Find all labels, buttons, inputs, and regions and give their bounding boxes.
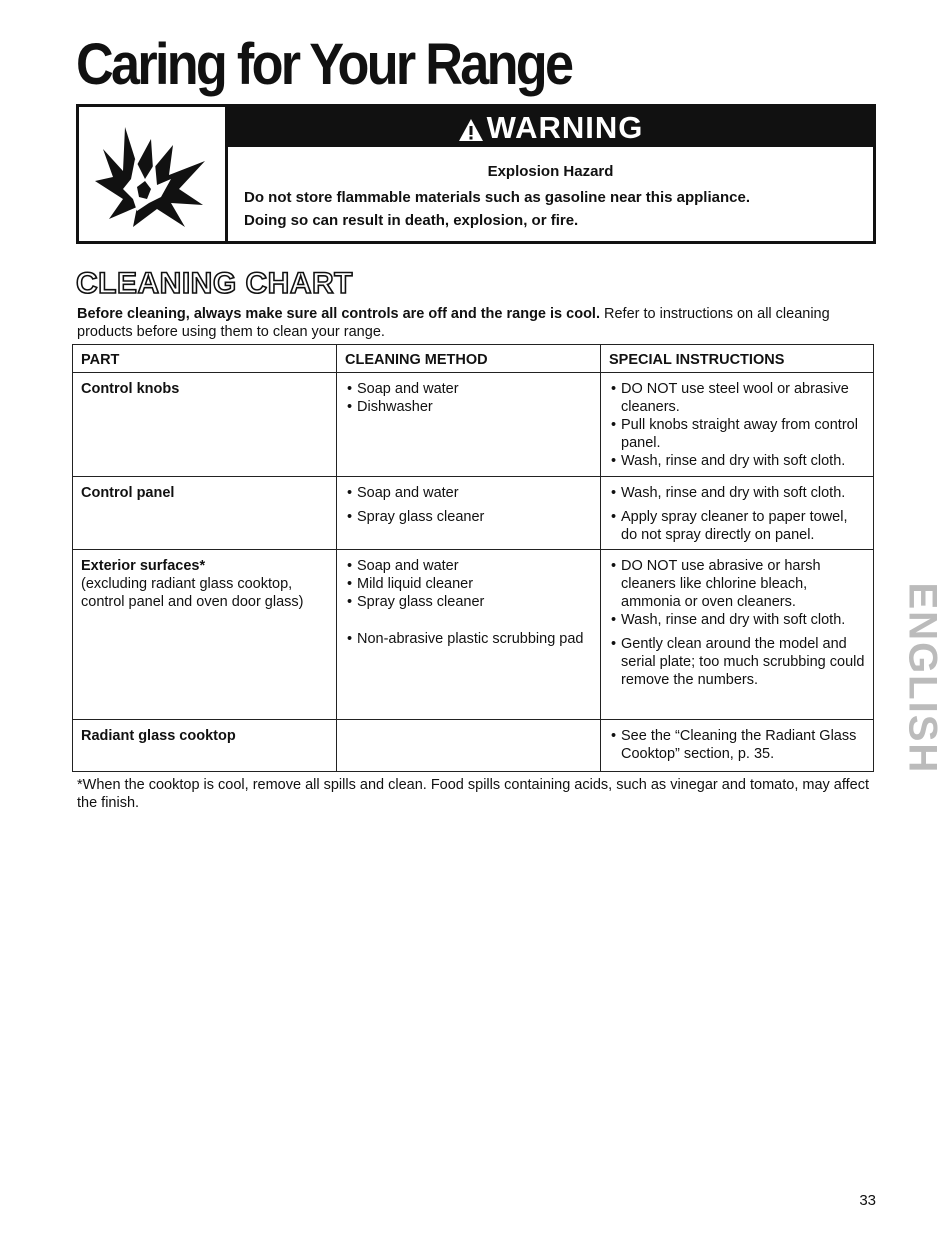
- cleaning-chart-table: [72, 344, 874, 772]
- warning-triangle-icon: [458, 118, 484, 142]
- warning-heading: WARNING: [486, 110, 644, 145]
- intro-text: [77, 305, 867, 341]
- warning-box: [76, 104, 876, 244]
- warning-body: [228, 147, 873, 241]
- table-row: [73, 373, 874, 477]
- part-note: (excluding radiant glass cooktop, control panel and oven door glass): [81, 576, 304, 610]
- intro-bold: Before cleaning, always make sure all controls are off and the range is cool.: [77, 306, 600, 322]
- method-item: • Spray glass cleaner: [345, 508, 592, 526]
- page-title: Caring for Your Range: [76, 32, 572, 97]
- language-side-tab: [900, 560, 945, 775]
- method-cell: [337, 477, 601, 550]
- part-name: Exterior surfaces*: [81, 558, 206, 574]
- instruction-item: • Apply spray cleaner to paper towel, do not spray directly on panel.: [609, 508, 865, 544]
- part-cell: [73, 373, 337, 477]
- warning-line-2: Doing so can result in death, explosion, or fire.: [244, 212, 579, 229]
- instruction-item: • See the “Cleaning the Radiant Glass Cooktop” section, p. 35.: [609, 727, 865, 763]
- header-cleaning-method: CLEANING METHOD: [337, 345, 601, 373]
- part-name: Control panel: [81, 485, 175, 501]
- page-number: 33: [859, 1192, 876, 1209]
- instructions-cell: [601, 373, 874, 477]
- instruction-item: • Wash, rinse and dry with soft cloth.: [609, 611, 865, 629]
- table-row: [73, 720, 874, 772]
- instructions-cell: [601, 550, 874, 720]
- instruction-item: • Wash, rinse and dry with soft cloth.: [609, 484, 865, 502]
- part-name: Control knobs: [81, 381, 180, 397]
- instruction-item: • DO NOT use steel wool or abrasive cleaners.: [609, 380, 865, 416]
- hazard-label: Explosion Hazard: [487, 163, 614, 180]
- instruction-item: • Wash, rinse and dry with soft cloth.: [609, 452, 865, 470]
- header-part: PART: [73, 345, 337, 373]
- instructions-cell: [601, 720, 874, 772]
- instruction-item: • Gently clean around the model and serial plate; too much scrubbing could remove the numbers.: [609, 635, 865, 689]
- method-item: • Dishwasher: [345, 398, 592, 416]
- table-row: [73, 477, 874, 550]
- method-item: • Spray glass cleaner: [345, 593, 592, 611]
- instruction-item: • DO NOT use abrasive or harsh cleaners like chlorine bleach, ammonia or oven cleaners.: [609, 557, 865, 611]
- warning-line-1: Do not store flammable materials such as gasoline near this appliance.: [244, 189, 750, 206]
- method-item: • Soap and water: [345, 484, 592, 502]
- table-row: [73, 550, 874, 720]
- instruction-item: • Pull knobs straight away from control panel.: [609, 416, 865, 452]
- part-name: Radiant glass cooktop: [81, 728, 236, 744]
- method-cell: [337, 373, 601, 477]
- part-cell: [73, 550, 337, 720]
- part-cell: [73, 477, 337, 550]
- language-label: ENGLISH: [900, 582, 945, 775]
- footnote: *When the cooktop is cool, remove all spills and clean. Food spills containing acids, such as vinegar and tomato, may affect the finish.: [77, 777, 870, 811]
- instructions-cell: [601, 477, 874, 550]
- explosion-icon: [79, 107, 228, 241]
- method-cell: [337, 550, 601, 720]
- intro-rest: Refer to instructions on all cleaning products before using them to clean your range.: [77, 306, 830, 340]
- table-header-row: [73, 345, 874, 373]
- method-cell: [337, 720, 601, 772]
- header-special-instructions: SPECIAL INSTRUCTIONS: [601, 345, 874, 373]
- method-item: • Soap and water: [345, 557, 592, 575]
- method-item: • Non-abrasive plastic scrubbing pad: [345, 630, 592, 648]
- warning-header: [228, 107, 873, 147]
- section-title: CLEANING CHART: [76, 267, 353, 300]
- method-item: • Soap and water: [345, 380, 592, 398]
- part-cell: [73, 720, 337, 772]
- method-item: • Mild liquid cleaner: [345, 575, 592, 593]
